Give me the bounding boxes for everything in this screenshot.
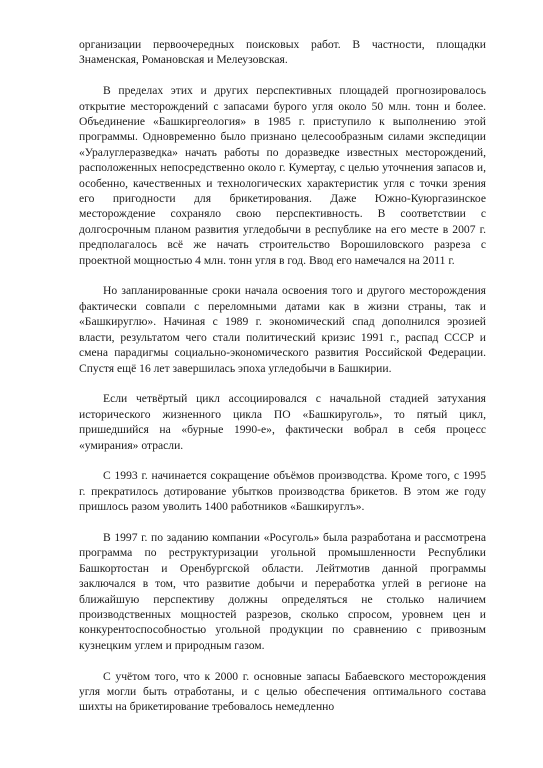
paragraph-6: В 1997 г. по заданию компании «Росуголь» была разработана и рассмотрена программа по реструктуризации угольной промышленности Республики Башкортостан и Оренбургской области. Лейтмотив данной программы заключался в том, что развитие добычи и переработка углей в регионе на ближайшую перспективу должны определяться не столько наличием производственных мощностей разрезов, сколько спросом, уровнем цен и конкурентоспособностью угольной продукции по сравнению с привозным кузнецким углем и природным газом. xyxy=(79,530,486,652)
paragraph-5: С 1993 г. начинается сокращение объёмов производства. Кроме того, с 1995 г. прекратилось дотирование убытков производства брикетов. В этом же году пришлось разом уволить 1400 работников «Башкируглъ». xyxy=(79,469,486,514)
paragraph-3: Но запланированные сроки начала освоения того и другого месторождения фактически совпали с переломными датами как в жизни страны, так и «Башкируглю». Начиная с 1989 г. экономический спад дополнился эрозией власти, результатом чего стали политический кризис 1991 г., распад СССР и смена парадигмы социально-экономического развития Российской Федерации. Спустя ещё 16 лет завершилась эпоха угледобычи в Башкирии. xyxy=(79,284,486,375)
paragraph-4: Если четвёртый цикл ассоциировался с начальной стадией затухания исторического жизненного цикла ПО «Башкируголь», то пятый цикл, пришедшийся на «бурные 1990-е», фактически вобрал в себя процесс «умирания» отрасли. xyxy=(79,392,486,452)
paragraph-7: С учётом того, что к 2000 г. основные запасы Бабаевского месторождения угля могли быть отработаны, и с целью обеспечения оптимального состава шихты на брикетирование требовалось немедленно xyxy=(79,669,486,714)
document-body xyxy=(79,37,486,730)
paragraph-2: В пределах этих и других перспективных площадей прогнозировалось открытие месторождений с запасами бурого угля около 50 млн. тонн и более. Объединение «Башкиргеология» в 1985 г. приступило к выполнению этой программы. Одновременно было признано целесообразным силами экспедиции «Уралуглеразведка» начать работы по доразведке известных месторождений, расположенных непосредственно около г. Кумертау, с целью уточнения запасов и, особенно, качественных и технологических характеристик угля с точки зрения его пригодности для брикетирования. Даже Южно-Куюргазинское месторождение сохраняло свою перспективность. В соответствии с долгосрочным планом развития угледобычи в республике на его месте в 2007 г. предполагалось всё же начать строительство Ворошиловского разреза с проектной мощностью 4 млн. тонн угля в год. Ввод его намечался на 2011 г. xyxy=(79,84,486,267)
paragraph-1: организации первоочередных поисковых работ. В частности, площадки Знаменская, Романовская и Мелеузовская. xyxy=(79,38,486,67)
